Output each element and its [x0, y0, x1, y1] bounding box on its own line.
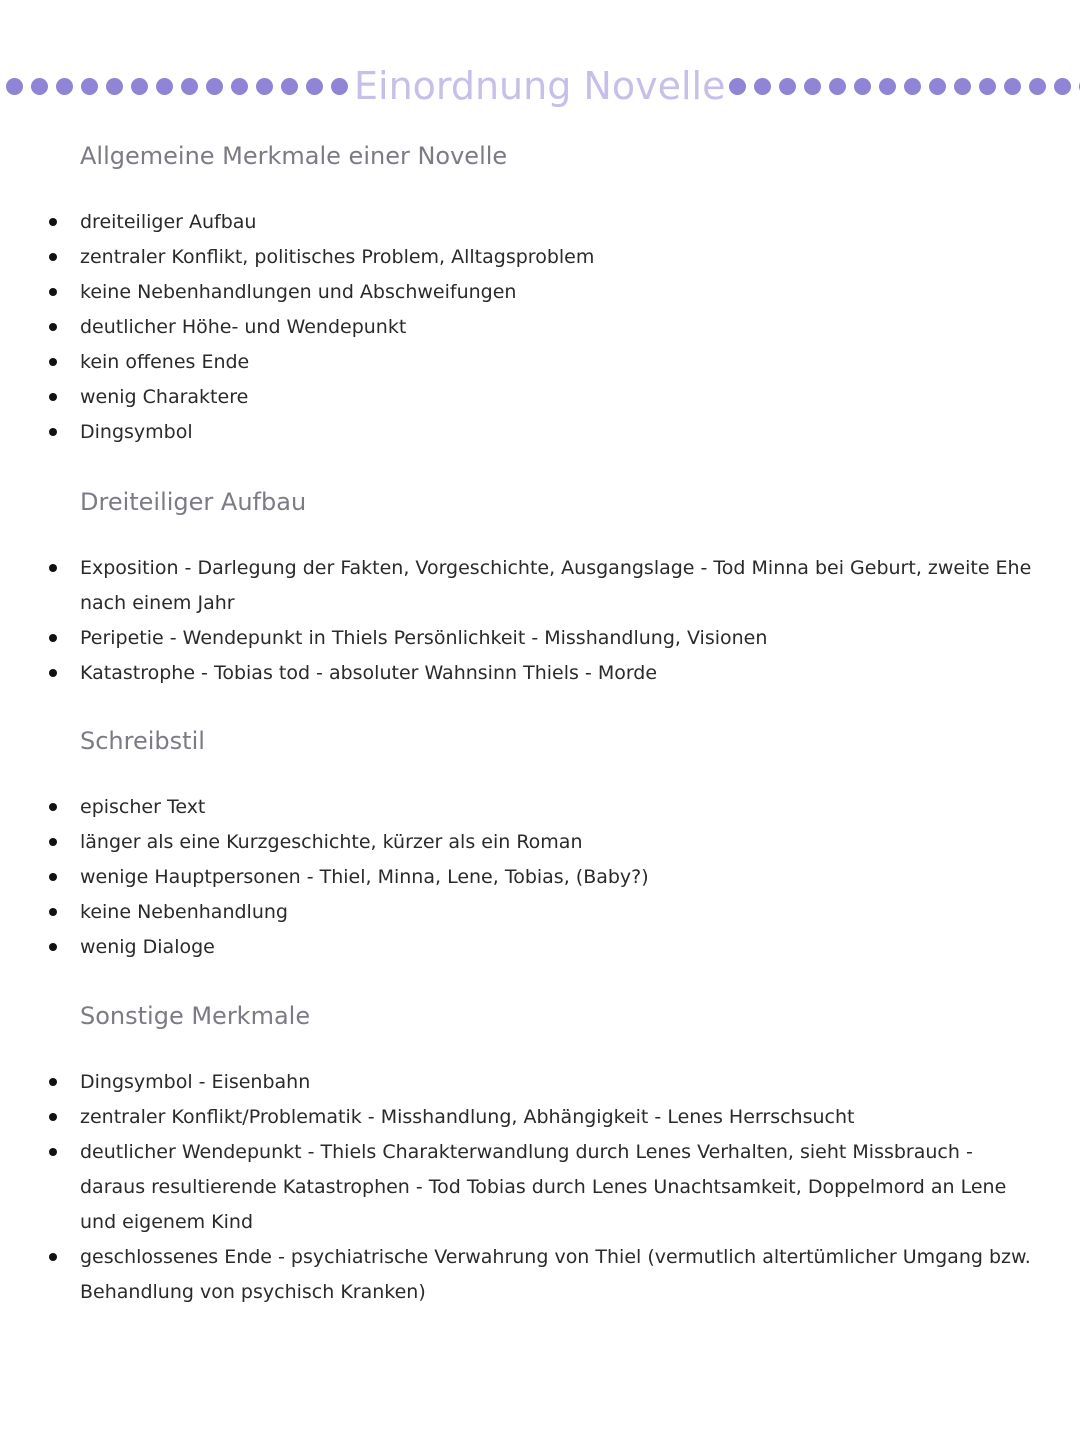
dot-decoration [256, 78, 273, 95]
section-heading: Sonstige Merkmale [80, 1002, 311, 1030]
list-item: kein offenes Ende [0, 345, 1080, 380]
dot-decoration [779, 78, 796, 95]
list-item: länger als eine Kurzgeschichte, kürzer als ein Roman [0, 825, 1080, 860]
dot-decoration [306, 78, 323, 95]
title-dots-left [6, 78, 348, 95]
dot-decoration [954, 78, 971, 95]
list-item: keine Nebenhandlung [0, 895, 1080, 930]
dot-decoration [281, 78, 298, 95]
section-heading: Allgemeine Merkmale einer Novelle [80, 142, 508, 170]
dot-decoration [106, 78, 123, 95]
dot-decoration [231, 78, 248, 95]
list-item: wenig Charaktere [0, 380, 1080, 415]
list-item: Exposition - Darlegung der Fakten, Vorgeschichte, Ausgangslage - Tod Minna bei Geburt, zweite Ehe nach einem Jahr [0, 551, 1080, 621]
section-general-features [0, 142, 1080, 450]
section-heading: Dreiteiliger Aufbau [80, 488, 307, 516]
list-item: Dingsymbol [0, 415, 1080, 450]
dot-decoration [1029, 78, 1046, 95]
dot-decoration [131, 78, 148, 95]
list-item: epischer Text [0, 790, 1080, 825]
dot-decoration [829, 78, 846, 95]
dot-decoration [904, 78, 921, 95]
title-dots-right [729, 78, 1080, 95]
list-item: zentraler Konflikt/Problematik - Misshandlung, Abhängigkeit - Lenes Herrschsucht [0, 1100, 1080, 1135]
title-row [0, 58, 1080, 114]
list-item: zentraler Konflikt, politisches Problem, Alltagsproblem [0, 240, 1080, 275]
list-item: deutlicher Wendepunkt - Thiels Charakterwandlung durch Lenes Verhalten, sieht Missbrauch - daraus resultierende Katastrophen - Tod Tobias durch Lenes Unachtsamkeit, Doppelmord an Lene und eigenem Kind [0, 1135, 1080, 1240]
list-item: Peripetie - Wendepunkt in Thiels Persönlichkeit - Misshandlung, Visionen [0, 621, 1080, 656]
section-heading: Schreibstil [80, 727, 205, 755]
dot-decoration [81, 78, 98, 95]
dot-decoration [804, 78, 821, 95]
dot-decoration [1054, 78, 1071, 95]
bullet-list [0, 790, 1080, 965]
section-three-part-structure [0, 488, 1080, 691]
dot-decoration [879, 78, 896, 95]
list-item: wenige Hauptpersonen - Thiel, Minna, Lene, Tobias, (Baby?) [0, 860, 1080, 895]
dot-decoration [979, 78, 996, 95]
list-item: Dingsymbol - Eisenbahn [0, 1065, 1080, 1100]
section-other-features [0, 1002, 1080, 1310]
list-item: geschlossenes Ende - psychiatrische Verwahrung von Thiel (vermutlich altertümlicher Umgang bzw. Behandlung von psychisch Kranken) [0, 1240, 1080, 1310]
dot-decoration [754, 78, 771, 95]
dot-decoration [156, 78, 173, 95]
list-item: wenig Dialoge [0, 930, 1080, 965]
list-item: dreiteiliger Aufbau [0, 205, 1080, 240]
list-item: Katastrophe - Tobias tod - absoluter Wahnsinn Thiels - Morde [0, 656, 1080, 691]
dot-decoration [854, 78, 871, 95]
list-item: deutlicher Höhe- und Wendepunkt [0, 310, 1080, 345]
dot-decoration [729, 78, 746, 95]
bullet-list [0, 551, 1080, 691]
dot-decoration [331, 78, 348, 95]
dot-decoration [56, 78, 73, 95]
dot-decoration [31, 78, 48, 95]
page-title: Einordnung Novelle [354, 64, 726, 108]
dot-decoration [929, 78, 946, 95]
bullet-list [0, 1065, 1080, 1310]
dot-decoration [1004, 78, 1021, 95]
dot-decoration [206, 78, 223, 95]
section-writing-style [0, 727, 1080, 965]
dot-decoration [6, 78, 23, 95]
list-item: keine Nebenhandlungen und Abschweifungen [0, 275, 1080, 310]
bullet-list [0, 205, 1080, 450]
dot-decoration [181, 78, 198, 95]
